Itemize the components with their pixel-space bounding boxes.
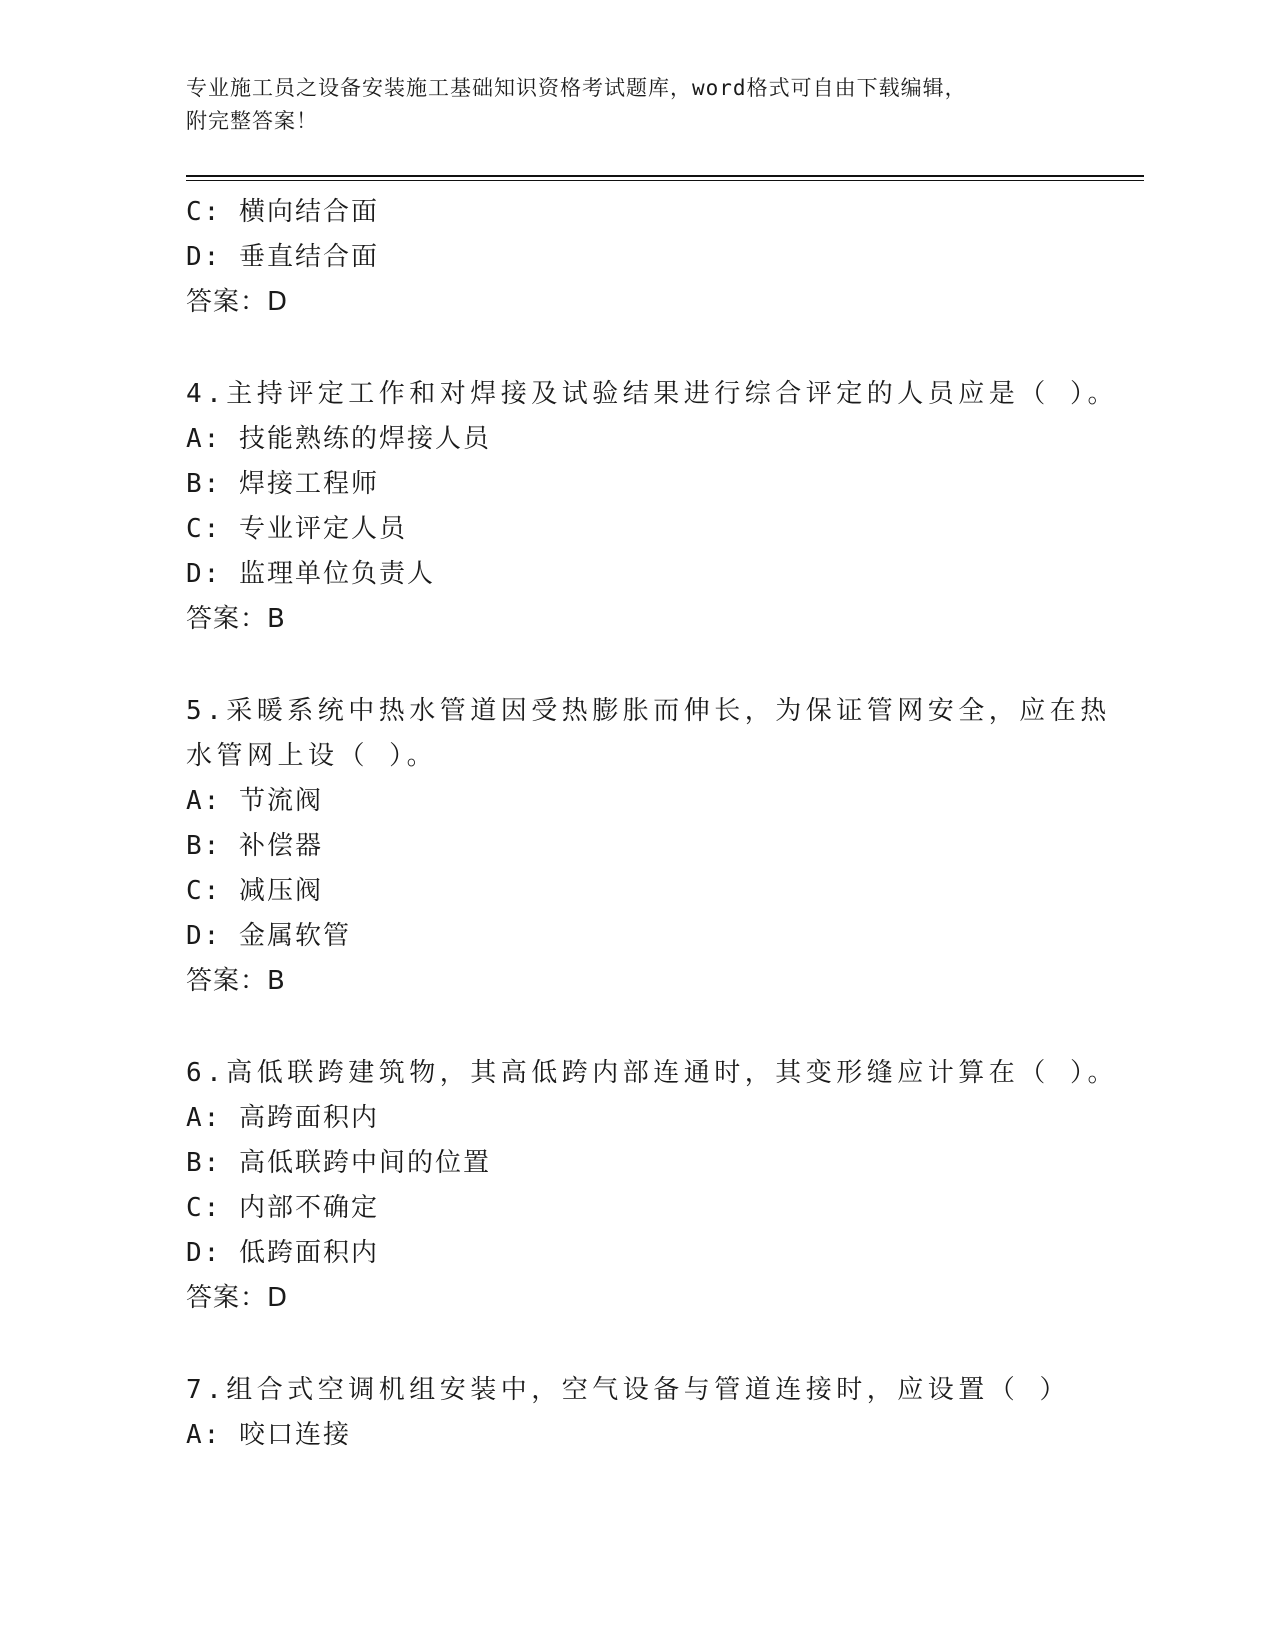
option-d: D: 监理单位负责人 (186, 559, 435, 589)
question-block-3-continuation (186, 190, 1146, 325)
spacer (186, 1321, 1146, 1368)
option-c: C: 横向结合面 (186, 197, 379, 227)
question-block-6 (186, 1051, 1146, 1321)
option-a: A: 技能熟练的焊接人员 (186, 424, 491, 454)
spacer (186, 642, 1146, 689)
question-text-continued: 水管网上设（ ）。 (186, 741, 438, 771)
spacer (186, 325, 1146, 372)
spacer (186, 1004, 1146, 1051)
header-line-1: 专业施工员之设备安装施工基础知识资格考试题库，word格式可自由下载编辑， (186, 76, 967, 100)
answer-line: 答案：B (186, 604, 286, 634)
question-block-7 (186, 1368, 1146, 1458)
option-d: D: 低跨面积内 (186, 1238, 379, 1268)
answer-line: 答案：D (186, 287, 289, 317)
header-divider-thin (186, 180, 1144, 181)
question-text: 6.高低联跨建筑物，其高低跨内部连通时，其变形缝应计算在（ ）。 (186, 1058, 1118, 1088)
header-divider-thick (186, 175, 1144, 177)
option-d: D: 金属软管 (186, 921, 351, 951)
option-a: A: 咬口连接 (186, 1420, 351, 1450)
question-text: 4.主持评定工作和对焊接及试验结果进行综合评定的人员应是（ ）。 (186, 379, 1118, 409)
question-block-4 (186, 372, 1146, 642)
option-b: B: 补偿器 (186, 831, 323, 861)
option-c: C: 内部不确定 (186, 1193, 379, 1223)
question-text: 5.采暖系统中热水管道因受热膨胀而伸长，为保证管网安全，应在热 (186, 696, 1111, 726)
option-a: A: 节流阀 (186, 786, 323, 816)
question-text: 7.组合式空调机组安装中，空气设备与管道连接时，应设置（ ） (186, 1375, 1070, 1405)
option-b: B: 焊接工程师 (186, 469, 379, 499)
option-c: C: 专业评定人员 (186, 514, 407, 544)
header-line-2: 附完整答案！ (186, 109, 318, 133)
answer-line: 答案：D (186, 1283, 289, 1313)
document-header (186, 72, 1086, 138)
question-list (186, 190, 1146, 1458)
answer-line: 答案：B (186, 966, 286, 996)
option-a: A: 高跨面积内 (186, 1103, 379, 1133)
option-d: D: 垂直结合面 (186, 242, 379, 272)
option-b: B: 高低联跨中间的位置 (186, 1148, 491, 1178)
question-block-5 (186, 689, 1146, 1004)
option-c: C: 减压阀 (186, 876, 323, 906)
